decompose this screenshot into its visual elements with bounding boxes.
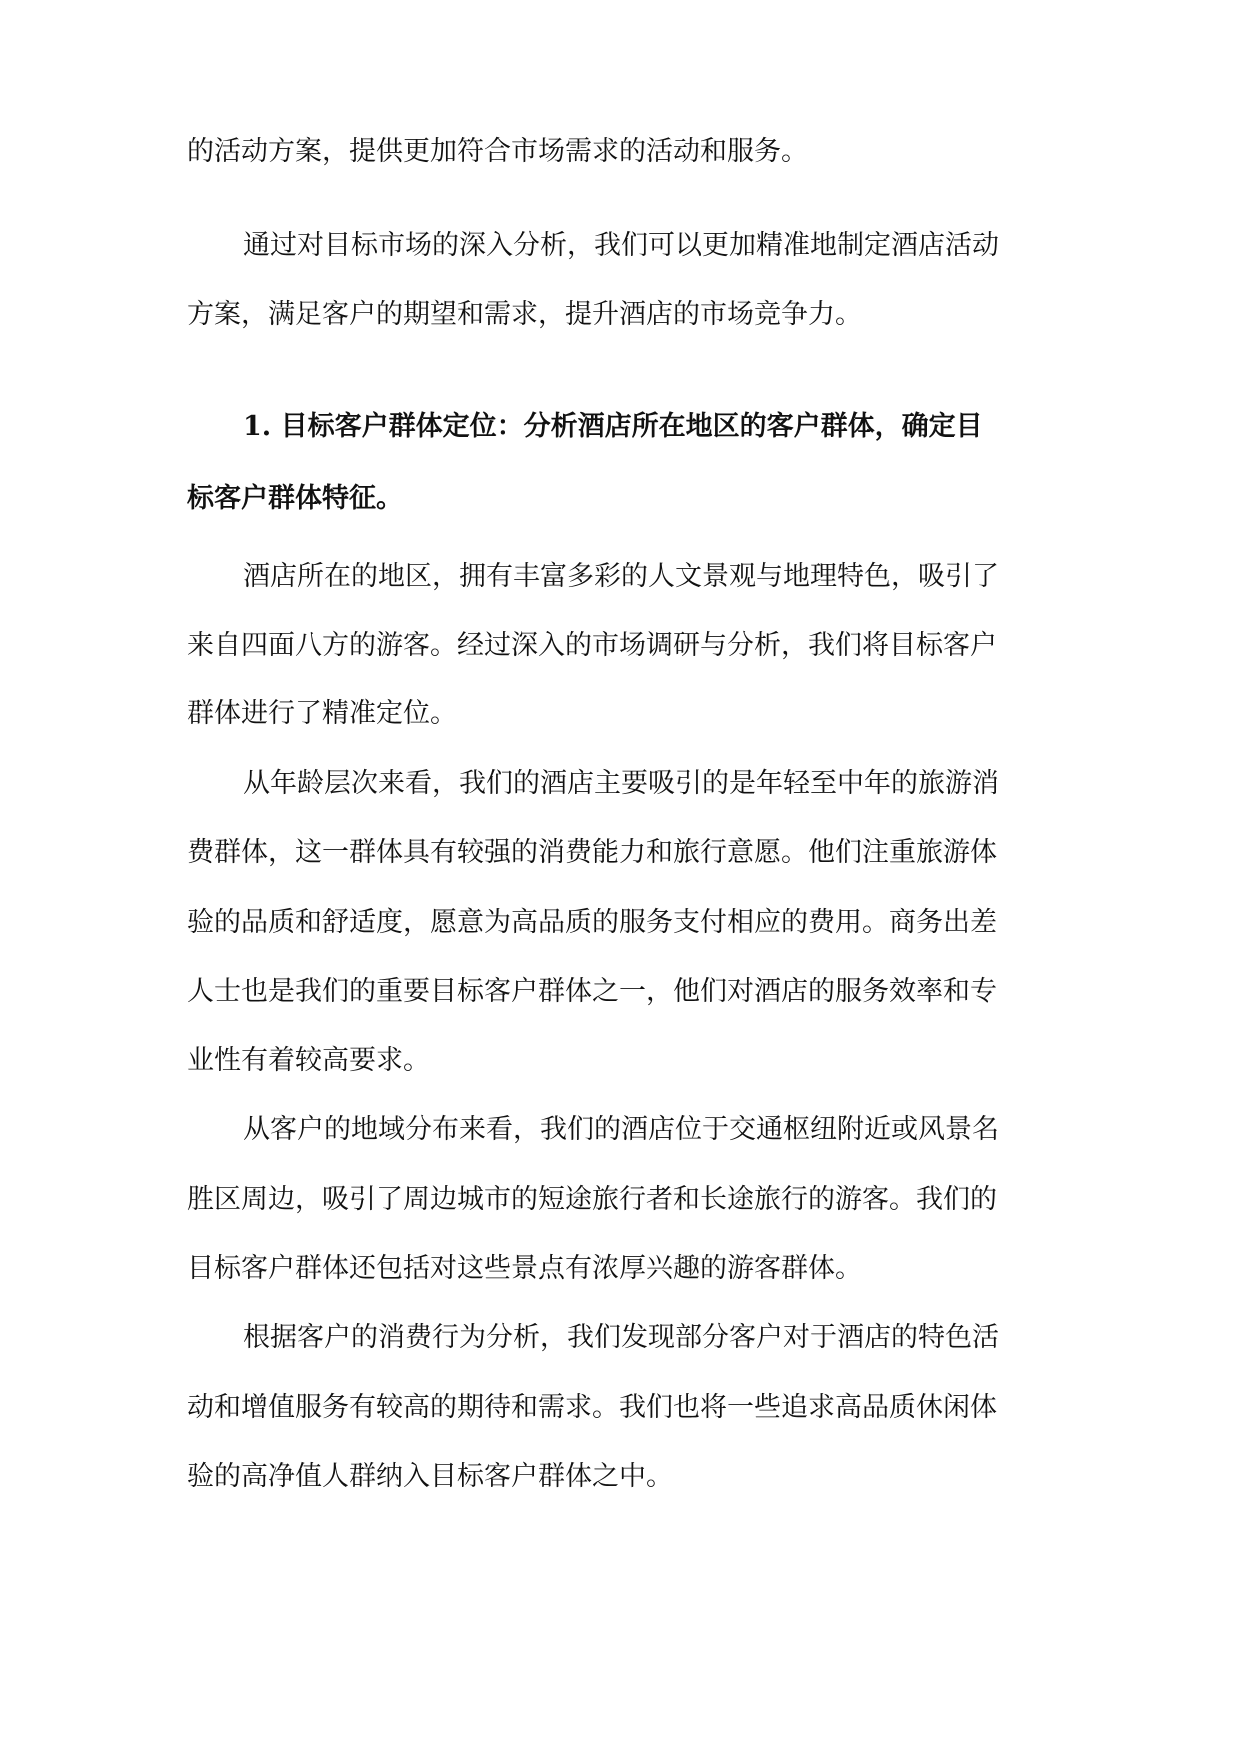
paragraph-line: 根据客户的消费行为分析，我们发现部分客户对于酒店的特色活 <box>243 1322 999 1353</box>
paragraph-line: 动和增值服务有较高的期待和需求。我们也将一些追求高品质休闲体 <box>187 1392 997 1423</box>
paragraph-line: 从客户的地域分布来看，我们的酒店位于交通枢纽附近或风景名 <box>243 1114 999 1145</box>
paragraph-line: 的活动方案，提供更加符合市场需求的活动和服务。 <box>187 136 808 167</box>
paragraph-line: 目标客户群体还包括对这些景点有浓厚兴趣的游客群体。 <box>187 1253 862 1284</box>
paragraph-line: 人士也是我们的重要目标客户群体之一，他们对酒店的服务效率和专 <box>187 976 997 1007</box>
paragraph-line: 群体进行了精准定位。 <box>187 698 457 729</box>
paragraph-line: 通过对目标市场的深入分析，我们可以更加精准地制定酒店活动 <box>243 230 999 261</box>
section-heading-line: 标客户群体特征。 <box>187 483 403 514</box>
paragraph-line: 验的品质和舒适度，愿意为高品质的服务支付相应的费用。商务出差 <box>187 907 997 938</box>
paragraph-line: 验的高净值人群纳入目标客户群体之中。 <box>187 1461 673 1492</box>
paragraph-line: 业性有着较高要求。 <box>187 1045 430 1076</box>
section-heading-line: 1. 目标客户群体定位：分析酒店所在地区的客户群体，确定目 <box>243 411 983 442</box>
paragraph-line: 胜区周边，吸引了周边城市的短途旅行者和长途旅行的游客。我们的 <box>187 1184 997 1215</box>
paragraph-line: 费群体，这一群体具有较强的消费能力和旅行意愿。他们注重旅游体 <box>187 837 997 868</box>
paragraph-line: 来自四面八方的游客。经过深入的市场调研与分析，我们将目标客户 <box>187 630 997 661</box>
paragraph-line: 从年龄层次来看，我们的酒店主要吸引的是年轻至中年的旅游消 <box>243 768 999 799</box>
paragraph-line: 酒店所在的地区，拥有丰富多彩的人文景观与地理特色，吸引了 <box>243 561 999 592</box>
paragraph-line: 方案，满足客户的期望和需求，提升酒店的市场竞争力。 <box>187 299 862 330</box>
